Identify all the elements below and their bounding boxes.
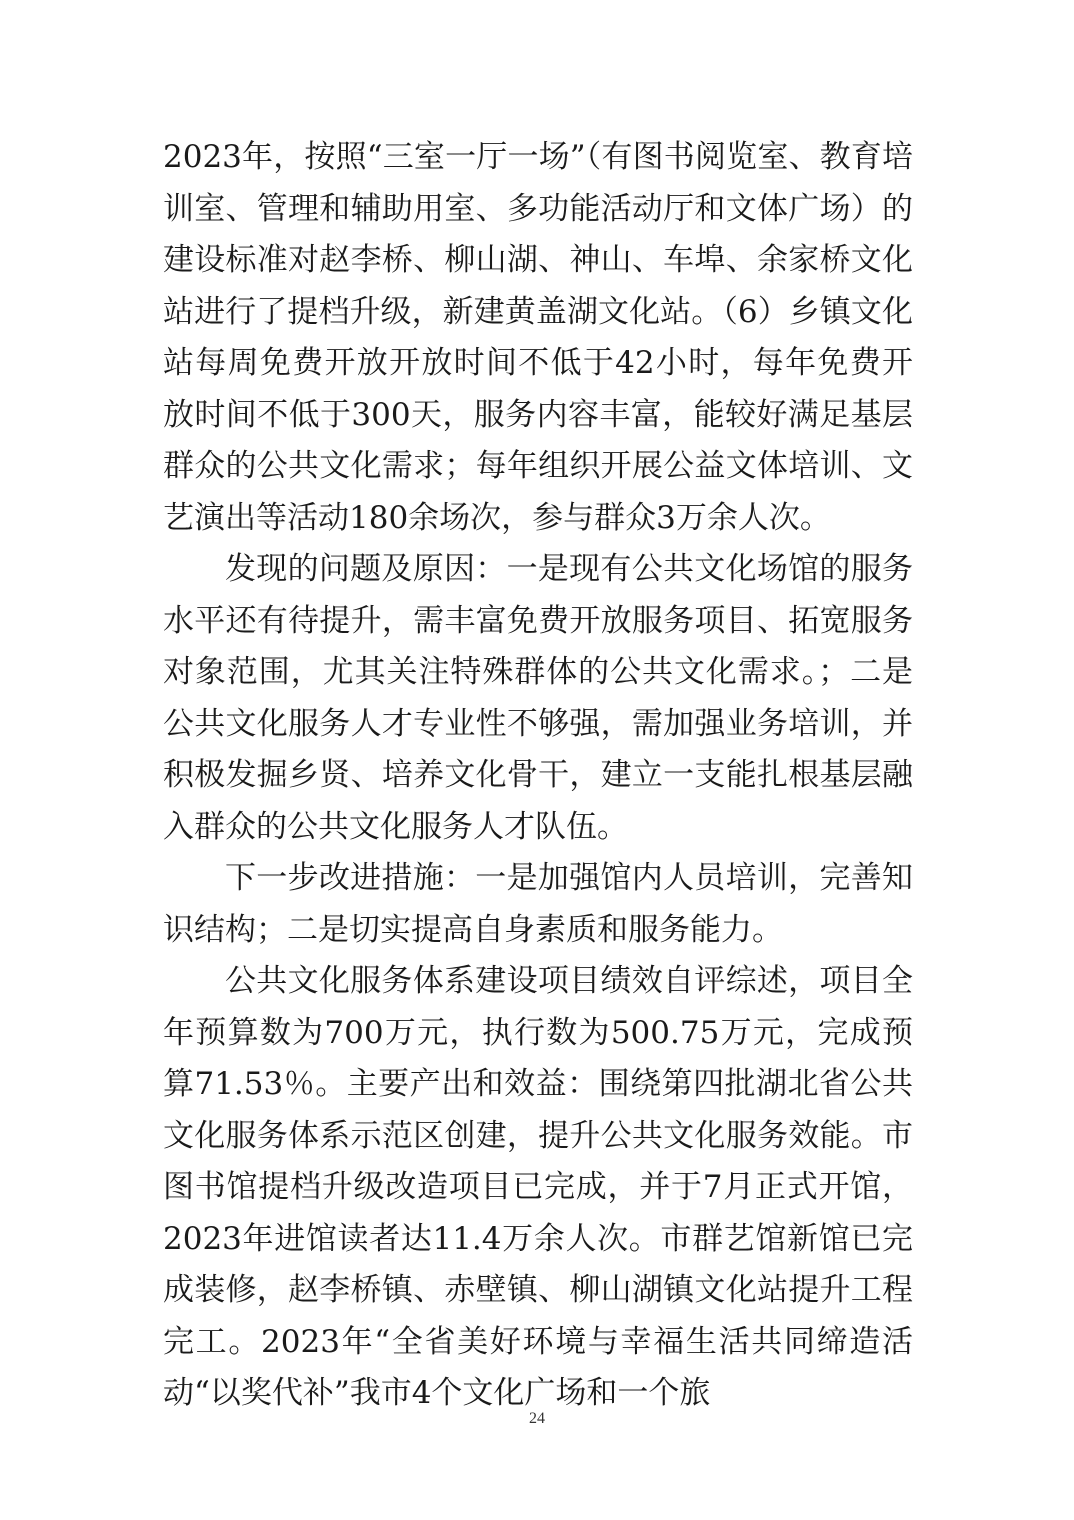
paragraph-problems-causes: 发现的问题及原因：一是现有公共文化场馆的服务水平还有待提升，需丰富免费开放服务项目、拓宽服务对象范围，尤其关注特殊群体的公共文化需求。；二是公共文化服务人才专业性不够强，需加强业务培训，并积极发掘乡贤、培养文化骨干，建立一支能扎根基层融入群众的公共文化服务人才队伍。 [163,551,913,845]
page-number: 24 [529,1410,545,1427]
paragraph-cultural-stations: 2023年，按照“三室一厅一场”（有图书阅览室、教育培训室、管理和辅助用室、多功能活动厅和文体广场）的建设标准对赵李桥、柳山湖、神山、车埠、余家桥文化站进行了提档升级，新建黄盖湖文化站。（6）乡镇文化站每周免费开放开放时间不低于42小时，每年免费开放时间不低于300天，服务内容丰富，能较好满足基层群众的公共文化需求；每年组织开展公益文体培训、文艺演出等活动180余场次，参与群众3万余人次。 [163,139,913,536]
paragraph-project-performance: 公共文化服务体系建设项目绩效自评综述，项目全年预算数为700万元，执行数为500.75万元，完成预算71.53％。主要产出和效益：围绕第四批湖北省公共文化服务体系示范区创建，提升公共文化服务效能。市图书馆提档升级改造项目已完成，并于7月正式开馆，2023年进馆读者达11.4万余人次。市群艺馆新馆已完成装修，赵李桥镇、赤壁镇、柳山湖镇文化站提升工程完工。2023年“全省美好环境与幸福生活共同缔造活动“以奖代补”我市4个文化广场和一个旅 [163,963,913,1411]
body-text [163,132,913,1420]
paragraph-improvement-measures: 下一步改进措施：一是加强馆内人员培训，完善知识结构；二是切实提高自身素质和服务能力。 [163,860,913,948]
